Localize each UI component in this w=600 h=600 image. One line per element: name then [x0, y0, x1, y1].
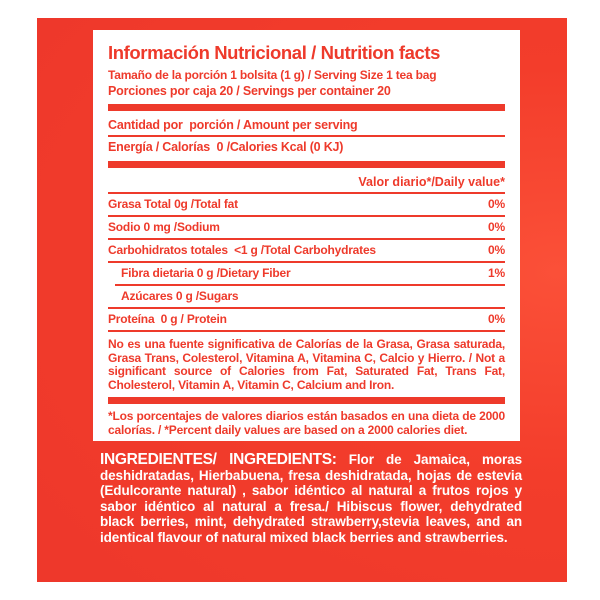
ingredients-heading: INGREDIENTES/ INGREDIENTS: [100, 451, 337, 468]
nutrient-row-protein [108, 309, 505, 330]
nutrient-row-sodium [108, 217, 505, 238]
nutrient-row-sugars [108, 286, 505, 307]
nutrient-value: 0% [488, 312, 505, 326]
daily-value-heading: Valor diario*/Daily value* [358, 175, 505, 189]
nutrient-row-total-fat [108, 194, 505, 215]
nutrient-value: 0% [488, 220, 505, 234]
ingredients-section [100, 452, 522, 545]
nutrient-value: 0% [488, 243, 505, 257]
serving-size-line: Tamaño de la porción 1 bolsita (1 g) / Serving Size 1 tea bag [108, 68, 437, 82]
nutrient-label: Sodio 0 mg /Sodium [108, 220, 220, 234]
ingredients-text: Flor de Jamaica, moras deshidratadas, Hierbabuena, fresa deshidratada, hojas de estevia (Edulcorante natural) , sabor idéntico al natural a frutos rojos y sabor idéntico al natural a fresa./ Hibiscus flower, dehydrated black berries, mint, dehydrated strawberry,stevia leaves, and an identical flavour of natural mixed black berries and strawberries. [100, 452, 522, 545]
daily-value-note: *Los porcentajes de valores diarios están basados en una dieta de 2000 calorías. / *Percent daily values are based on a 2000 calories diet. [108, 409, 505, 437]
not-significant-note: No es una fuente significativa de Calorías de la Grasa, Grasa saturada, Grasa Trans, Colesterol, Vitamina A, Vitamina C, Calcio y Hierro. / Not a significant source of Calories from Fat, Saturated Fat, Trans Fat, Cholesterol, Vitamin A, Vitamin C, Calcium and Iron. [108, 337, 505, 392]
thick-divider-bar [108, 104, 505, 111]
nutrient-label: Grasa Total 0g /Total fat [108, 197, 238, 211]
nutrient-row-dietary-fiber [108, 263, 505, 284]
red-background [37, 18, 567, 582]
thin-rule [108, 330, 505, 332]
nutrient-label: Proteína 0 g / Protein [108, 312, 227, 326]
nutrient-value: 1% [488, 266, 505, 280]
thick-divider-bar [108, 397, 505, 404]
nutrient-value: 0% [488, 197, 505, 211]
nutrition-facts-panel [93, 30, 520, 441]
nutrient-label: Carbohidratos totales <1 g /Total Carbohydrates [108, 243, 376, 257]
energy-line: Energía / Calorías 0 /Calories Kcal (0 KJ) [108, 140, 344, 154]
nutrient-label: Fibra dietaria 0 g /Dietary Fiber [121, 266, 291, 280]
nutrition-title: Información Nutricional / Nutrition facts [108, 42, 441, 63]
nutrient-row-carbohydrates [108, 240, 505, 261]
amount-per-serving-heading: Cantidad por porción / Amount per serving [108, 118, 358, 132]
thick-divider-bar [108, 161, 505, 168]
servings-per-container-line: Porciones por caja 20 / Servings per container 20 [108, 84, 391, 98]
nutrient-label: Azúcares 0 g /Sugars [121, 289, 239, 303]
